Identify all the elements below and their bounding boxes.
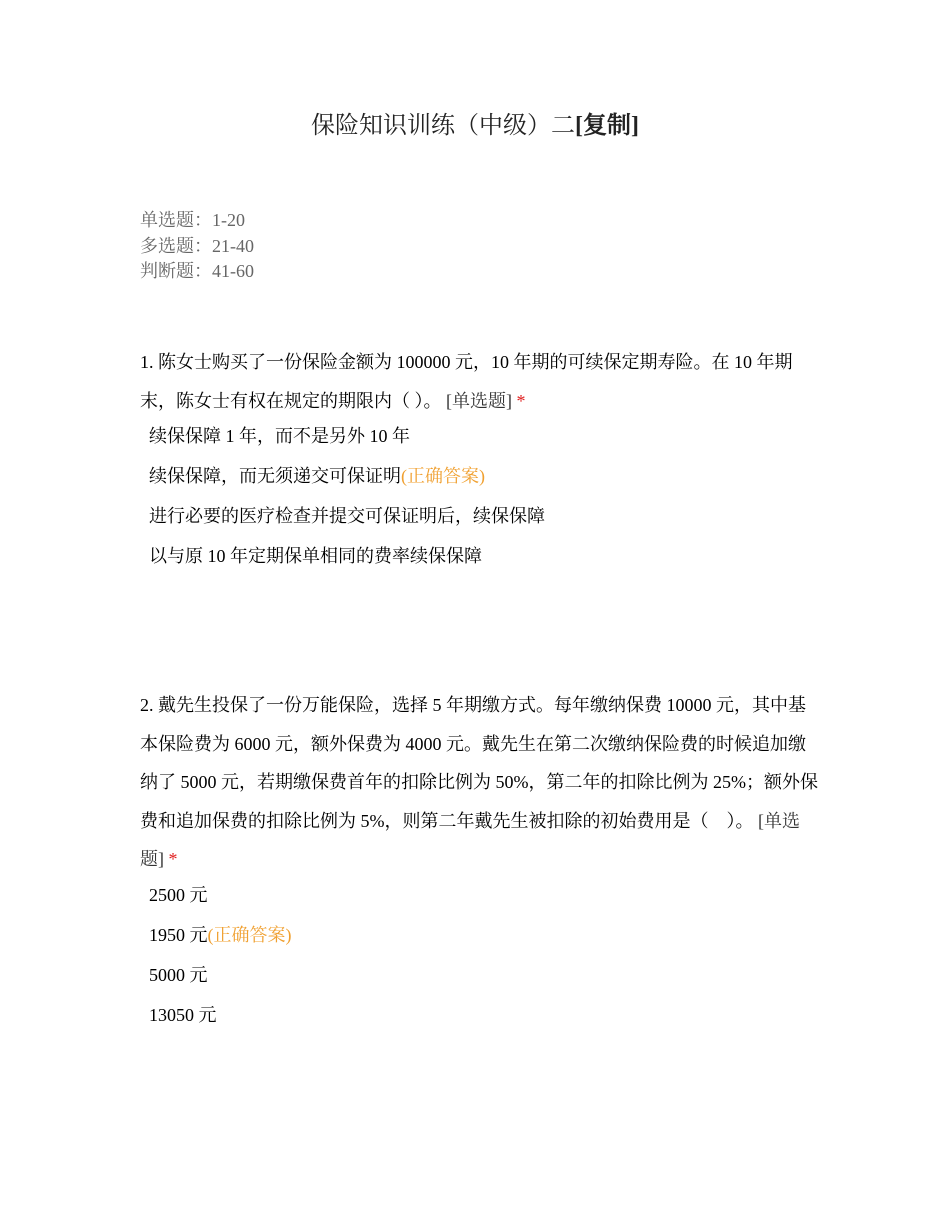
section-summary (140, 208, 254, 285)
correct-answer-marker: (正确答案) (401, 466, 485, 486)
correct-answer-marker: (正确答案) (207, 924, 292, 945)
question-2 (140, 686, 820, 1045)
question-2-options (140, 885, 820, 1025)
option-text: 续保保障 1 年，而不是另外 10 年 (149, 426, 410, 446)
option-text: 13050 元 (149, 1004, 217, 1025)
question-1-options (140, 426, 820, 566)
section-multiple-choice: 多选题：21-40 (140, 235, 254, 256)
option-text: 进行必要的医疗检查并提交可保证明后，续保保障 (149, 506, 545, 526)
required-marker: * (516, 390, 526, 411)
required-marker: * (168, 849, 178, 869)
question-2-option-b[interactable] (149, 925, 820, 945)
title-main: 保险知识训练（中级）二 (311, 113, 575, 139)
question-2-type: [单选题] (140, 810, 800, 869)
section-single-choice: 单选题：1-20 (140, 210, 245, 230)
option-text: 5000 元 (149, 964, 208, 985)
option-text: 2500 元 (149, 884, 208, 905)
question-1-option-d[interactable] (149, 546, 820, 566)
question-2-option-c[interactable] (149, 965, 820, 985)
question-2-text: 2. 戴先生投保了一份万能保险，选择 5 年期缴方式。每年缴纳保费 10000 元，其中基本保险费为 6000 元，额外保费为 4000 元。戴先生在第二次缴纳保险费的时候追加缴纳了 5000 元，若期缴保费首年的扣除比例为 50%，第二年的扣除比例为 25%；额外保费和追加保费的扣除比例为 5%，则第二年戴先生被扣除的初始费用是（ ）。 (140, 695, 818, 831)
question-1-text: 1. 陈女士购买了一份保险金额为 100000 元，10 年期的可续保定期寿险。在 10 年期末，陈女士有权在规定的期限内（ ）。 (140, 352, 793, 411)
page-title (0, 110, 950, 142)
option-text: 续保保障，而无须递交可保证明 (149, 466, 401, 486)
question-1-type: [单选题] (446, 390, 512, 411)
question-1 (140, 343, 820, 586)
title-copy-suffix: [复制] (575, 113, 639, 139)
question-1-option-b[interactable] (149, 466, 820, 486)
section-true-false: 判断题：41-60 (140, 261, 254, 281)
question-1-option-c[interactable] (149, 506, 820, 526)
option-text: 以与原 10 年定期保单相同的费率续保保障 (149, 546, 482, 566)
question-2-option-a[interactable] (149, 885, 820, 905)
question-1-option-a[interactable] (149, 426, 820, 446)
question-2-option-d[interactable] (149, 1005, 820, 1025)
question-1-stem (140, 343, 820, 420)
question-2-stem (140, 686, 820, 879)
option-text: 1950 元 (149, 924, 208, 945)
